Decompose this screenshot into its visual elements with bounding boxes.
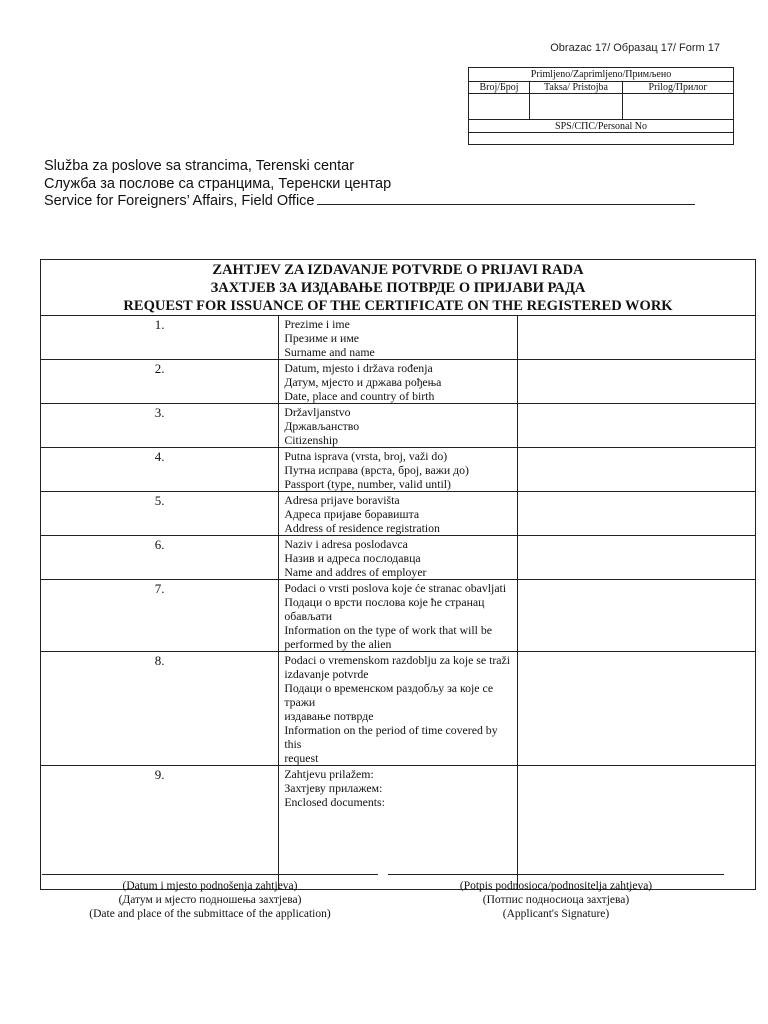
attachment-field[interactable] [623,94,734,120]
birth-field[interactable] [517,360,755,404]
passport-field[interactable] [517,448,755,492]
row-label [279,360,517,404]
date-place-line[interactable] [42,874,378,875]
title-english: REQUEST FOR ISSUANCE OF THE CERTIFICATE ON THE REGISTERED WORK [123,298,673,314]
label-line: Podaci o vrsti poslova koje će stranac obavljati [284,581,507,595]
label-line: izdavanje potvrde [284,667,369,681]
label-line: Passport (type, number, valid until) [284,477,451,491]
period-field[interactable] [517,652,755,766]
surname-name-field[interactable] [517,316,755,360]
table-row [41,652,756,766]
label-line: Подаци о временском раздобљу за које се тражи [284,681,494,709]
applicant-signature-block [388,874,724,921]
label-line: Enclosed documents: [284,795,385,809]
table-row [41,404,756,448]
signature-caption-english: (Applicant's Signature) [502,908,610,920]
date-place-caption-latin: (Datum i mjesto podnošenja zahtjeva) [122,880,298,892]
label-line: request [284,751,319,765]
label-line: Putna isprava (vrsta, broj, važi do) [284,449,448,463]
title-cyrillic: ЗАХТЈЕВ ЗА ИЗДАВАЊЕ ПОТВРДЕ О ПРИЈАВИ РАДА [210,280,586,296]
row-label [279,316,517,360]
table-row [41,766,756,890]
row-number: 1. [41,316,279,360]
form-title [41,260,756,316]
label-line: Information on the type of work that will be [284,623,493,637]
row-label [279,652,517,766]
request-form-table [40,259,756,890]
office-line-cyrillic: Служба за послове са странцима, Теренски центар [44,175,392,192]
employer-field[interactable] [517,536,755,580]
residence-address-field[interactable] [517,492,755,536]
received-label: Primljeno/Zaprimljeno/Примљено [469,68,734,82]
personal-no-label: SPS/СПС/Personal No [469,120,734,133]
work-type-field[interactable] [517,580,755,652]
citizenship-field[interactable] [517,404,755,448]
attachment-label: Prilog/Прилог [623,82,734,94]
table-row [41,580,756,652]
table-row [41,492,756,536]
label-line: Prezime i ime [284,317,350,331]
form-number: Obrazac 17/ Образац 17/ Form 17 [550,42,720,54]
office-line-latin: Služba za poslove sa strancima, Terenski centar [44,158,355,174]
date-place-caption-cyrillic: (Датум и мјесто подношења захтјева) [118,894,302,906]
label-line: Citizenship [284,433,339,447]
label-line: Podaci o vremenskom razdoblju za koje se traži [284,653,511,667]
label-line: Подаци о врсти послова које ће странац обављати [284,595,485,623]
label-line: Адреса пријаве боравишта [284,507,420,521]
title-latin: ZAHTJEV ZA IZDAVANJE POTVRDE O PRIJAVI RADA [212,262,584,278]
table-row [41,536,756,580]
label-line: Датум, мјесто и држава рођења [284,375,442,389]
signature-caption-cyrillic: (Потпис подносиоца захтјева) [482,894,630,906]
row-label [279,536,517,580]
registry-box [468,67,734,145]
number-label: Broj/Број [469,82,530,94]
office-line-english [44,193,695,211]
label-line: Захтјеву прилажем: [284,781,383,795]
label-line: Address of residence registration [284,521,440,535]
applicant-signature-line[interactable] [388,874,724,875]
table-row [41,316,756,360]
row-number: 7. [41,580,279,652]
fee-field[interactable] [530,94,623,120]
label-line: Name and addres of employer [284,565,427,579]
row-number: 3. [41,404,279,448]
fee-label: Taksa/ Pristojba [530,82,623,94]
signature-caption-latin: (Potpis podnosioca/podnositelja zahtjeva) [459,880,653,892]
row-label [279,580,517,652]
label-line: Путна исправа (врста, број, важи до) [284,463,469,477]
row-label [279,766,517,890]
row-number: 8. [41,652,279,766]
row-label [279,492,517,536]
label-line: performed by the alien [284,637,392,651]
label-line: Information on the period of time covered by this [284,723,498,751]
row-number: 9. [41,766,279,890]
label-line: Date, place and country of birth [284,389,435,403]
enclosed-documents-field[interactable] [517,766,755,890]
label-line: Zahtjevu prilažem: [284,767,374,781]
office-line-english-text: Service for Foreigners’ Affairs, Field Office [44,193,315,209]
label-line: Држављанство [284,419,360,433]
row-number: 6. [41,536,279,580]
row-number: 2. [41,360,279,404]
number-field[interactable] [469,94,530,120]
label-line: Datum, mjesto i država rođenja [284,361,433,375]
label-line: Državljanstvo [284,405,351,419]
personal-no-field[interactable] [469,133,734,145]
row-number: 5. [41,492,279,536]
row-label [279,404,517,448]
label-line: Презиме и име [284,331,360,345]
label-line: Surname and name [284,345,375,359]
row-number: 4. [41,448,279,492]
row-label [279,448,517,492]
label-line: Adresa prijave boravišta [284,493,400,507]
table-row [41,360,756,404]
label-line: Назив и адреса послодавца [284,551,421,565]
date-place-signature-block [42,874,378,921]
date-place-caption-english: (Date and place of the submittace of the application) [89,908,331,920]
label-line: издавање потврде [284,709,374,723]
table-row [41,448,756,492]
field-office-blank[interactable] [317,193,695,205]
label-line: Naziv i adresa poslodavca [284,537,408,551]
office-block [44,158,695,211]
